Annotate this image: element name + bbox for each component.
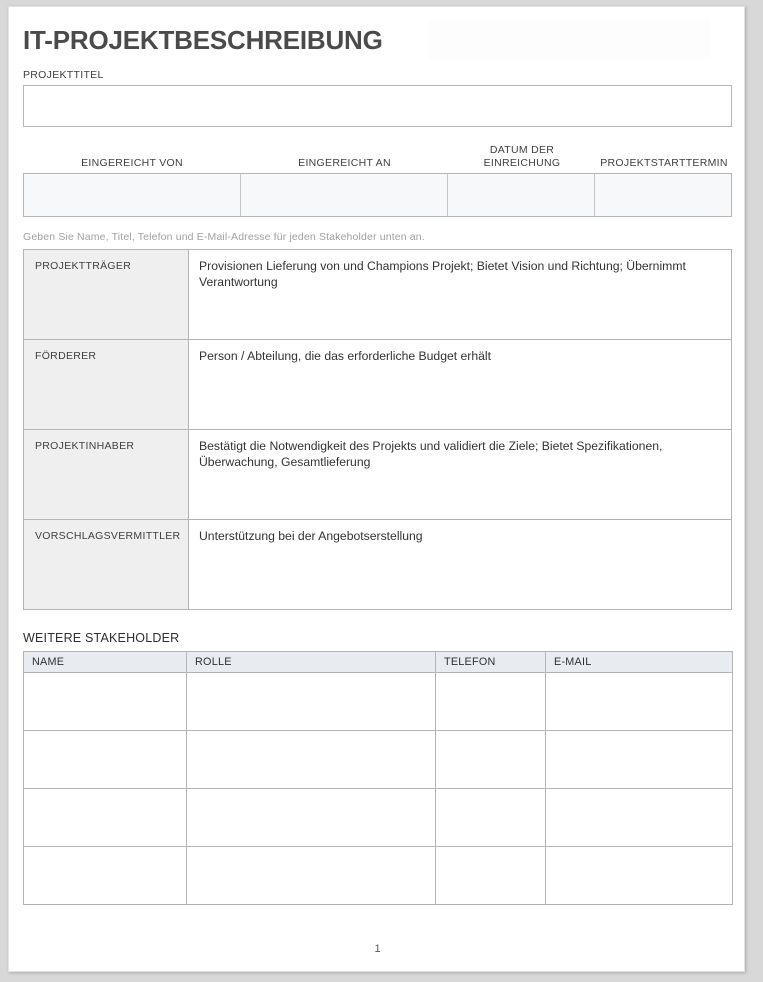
label-submission-date-line1: DATUM DER	[489, 144, 555, 156]
column-header-name: NAME	[24, 652, 187, 673]
input-project-start-date[interactable]	[595, 174, 731, 216]
label-submitted-by: EINGEREICHT VON	[81, 157, 183, 169]
page-number: 1	[374, 943, 381, 955]
document-header	[23, 7, 732, 69]
logo-placeholder	[428, 19, 710, 59]
label-submission-date	[448, 144, 596, 173]
table-row	[24, 430, 732, 520]
cell-role[interactable]	[187, 673, 436, 731]
cell-role[interactable]	[187, 789, 436, 847]
cell-email[interactable]	[546, 847, 733, 905]
role-description-proposal-broker[interactable]: Unterstützung bei der Angebotserstellung	[189, 520, 732, 610]
cell-name[interactable]	[24, 789, 187, 847]
role-key-proposal-broker: VORSCHLAGSVERMITTLER	[24, 520, 189, 610]
table-row	[24, 789, 733, 847]
page-title: IT-PROJEKTBESCHREIBUNG	[23, 25, 383, 55]
project-title-input[interactable]	[23, 85, 732, 127]
cell-phone[interactable]	[436, 789, 546, 847]
role-description-sponsor[interactable]: Provisionen Lieferung von und Champions Projekt; Bietet Vision und Richtung; Übernimmt Verantwortung	[189, 250, 732, 340]
table-row	[24, 340, 732, 430]
table-row	[24, 250, 732, 340]
role-key-funder: FÖRDERER	[24, 340, 189, 430]
cell-name[interactable]	[24, 673, 187, 731]
submission-meta-section	[23, 141, 732, 217]
submission-meta-inputs	[23, 173, 732, 217]
input-submitted-by[interactable]	[24, 174, 241, 216]
project-title-section	[23, 69, 732, 127]
label-submission-date-line2: EINREICHUNG	[483, 157, 561, 169]
cell-phone[interactable]	[436, 731, 546, 789]
cell-role[interactable]	[187, 847, 436, 905]
cell-email[interactable]	[546, 673, 733, 731]
table-row	[24, 520, 732, 610]
cell-email[interactable]	[546, 789, 733, 847]
page-content	[23, 7, 732, 972]
submission-meta-headers	[23, 141, 732, 173]
role-key-sponsor: PROJEKTTRÄGER	[24, 250, 189, 340]
project-title-label: PROJEKTTITEL	[23, 69, 104, 81]
role-key-owner: PROJEKTINHABER	[24, 430, 189, 520]
cell-name[interactable]	[24, 847, 187, 905]
cell-phone[interactable]	[436, 847, 546, 905]
column-header-role: ROLLE	[187, 652, 436, 673]
table-row	[24, 673, 733, 731]
role-description-owner[interactable]: Bestätigt die Notwendigkeit des Projekts und validiert die Ziele; Bietet Spezifikationen, Überwachung, Gesamtlieferung	[189, 430, 732, 520]
cell-role[interactable]	[187, 731, 436, 789]
cell-name[interactable]	[24, 731, 187, 789]
role-description-funder[interactable]: Person / Abteilung, die das erforderliche Budget erhält	[189, 340, 732, 430]
document-page	[8, 6, 745, 972]
table-row	[24, 731, 733, 789]
additional-stakeholders-table	[23, 651, 733, 905]
stakeholder-roles-table	[23, 249, 732, 610]
table-row	[24, 847, 733, 905]
table-header-row	[24, 652, 733, 673]
input-submission-date[interactable]	[448, 174, 596, 216]
cell-phone[interactable]	[436, 673, 546, 731]
label-submitted-to: EINGEREICHT AN	[298, 157, 391, 169]
additional-stakeholders-title: WEITERE STAKEHOLDER	[23, 631, 180, 645]
cell-email[interactable]	[546, 731, 733, 789]
label-project-start-date: PROJEKTSTARTTERMIN	[600, 157, 728, 169]
column-header-phone: TELEFON	[436, 652, 546, 673]
stakeholder-note: Geben Sie Name, Titel, Telefon und E-Mail-Adresse für jeden Stakeholder unten an.	[23, 231, 425, 243]
column-header-email: E-MAIL	[546, 652, 733, 673]
input-submitted-to[interactable]	[241, 174, 447, 216]
